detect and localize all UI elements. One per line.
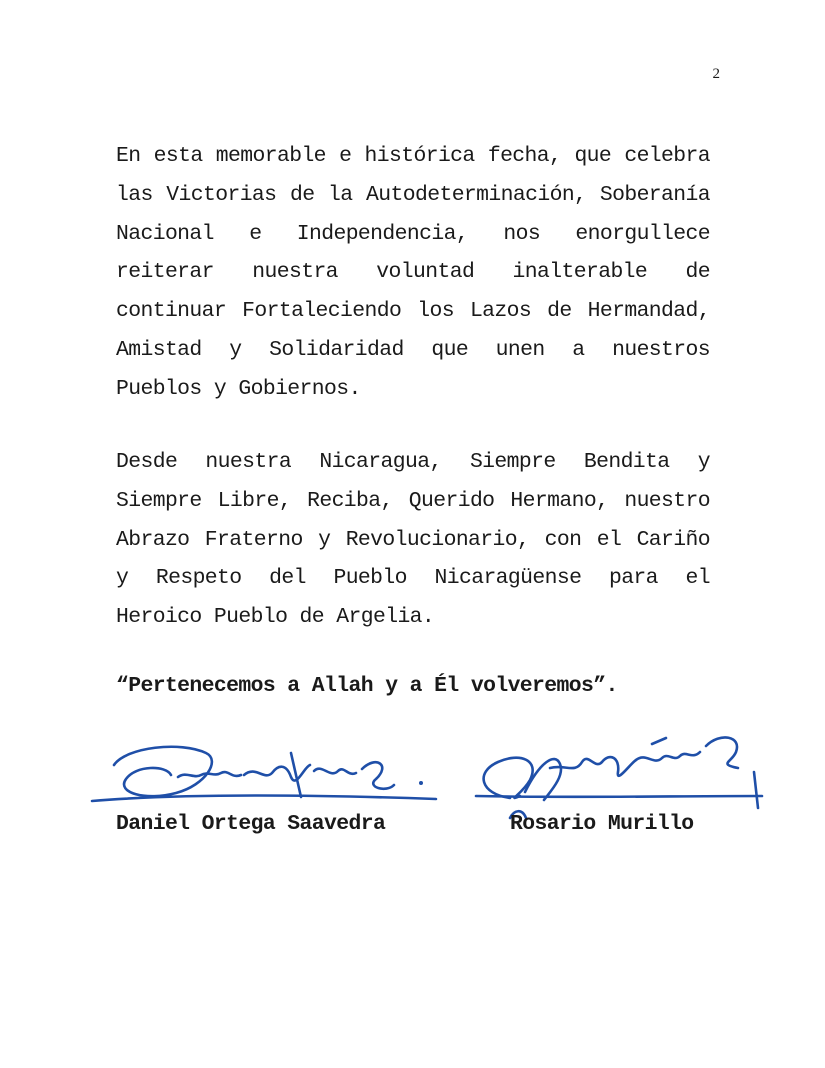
paragraph-farewell: Desde nuestra Nicaragua, Siempre Bendita y Siempre Libre, Reciba, Querido Hermano, nuestro Abrazo Fraterno y Revolucionario, con el Cariño y Respeto del Pueblo Nicaragüense para el Heroico Pueblo de Argelia. — [116, 450, 710, 630]
paragraph-greeting: En esta memorable e histórica fecha, que celebra las Victorias de la Autodeterminación, Soberanía Nacional e Independencia, nos enorgullece reiterar nuestra voluntad inalterable de continuar Fortaleciendo los Lazos de Hermandad, Amistad y Solidaridad que unen a nuestros Pueblos y Gobiernos. — [116, 144, 710, 401]
signature-daniel-ortega-icon — [86, 735, 446, 815]
closing-quote: “Pertenecemos a Allah y a Él volveremos”. — [116, 674, 618, 698]
signatory-name-rosario: Rosario Murillo — [510, 812, 694, 836]
page-number: 2 — [712, 66, 720, 82]
signatory-name-daniel: Daniel Ortega Saavedra — [116, 812, 386, 836]
signature-rosario-murillo-icon — [470, 722, 770, 822]
